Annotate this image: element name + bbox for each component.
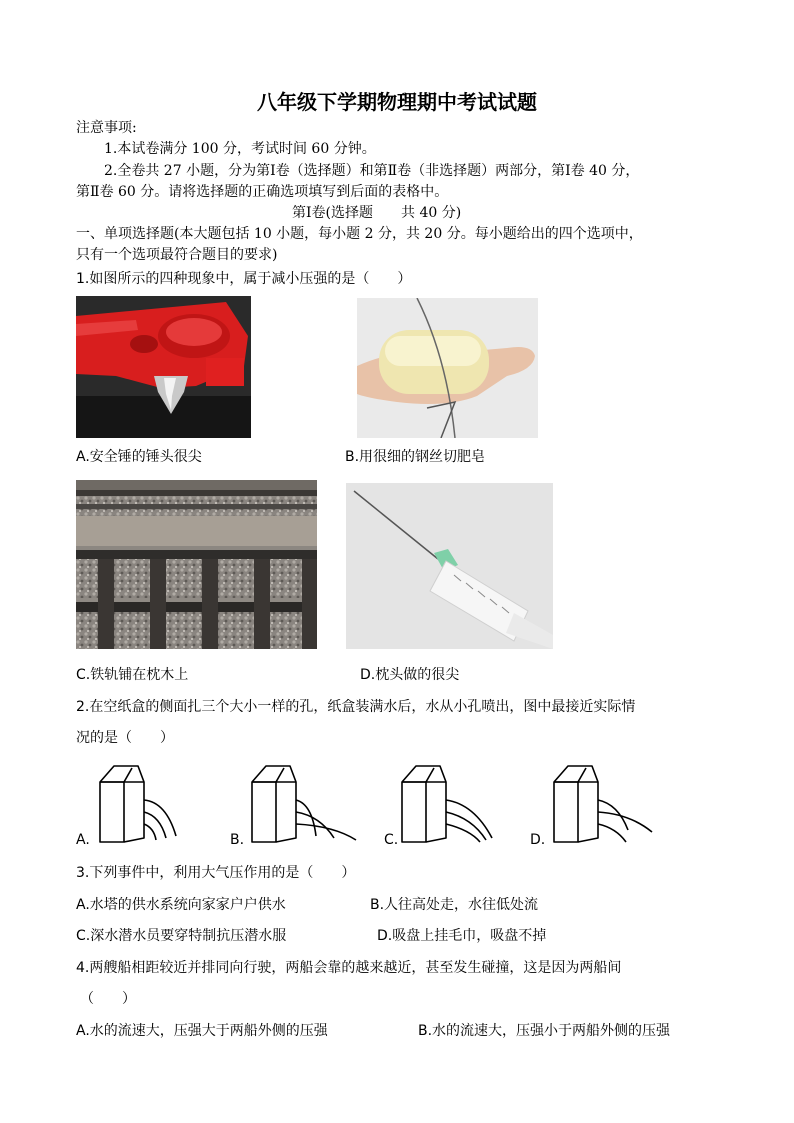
part1-heading: 第Ⅰ卷(选择题 共 40 分) [292, 205, 462, 221]
q2-option-c-label: C. [384, 832, 399, 848]
q2-stem-line2: 况的是（ ） [76, 730, 174, 746]
notice-item-1: 1.本试卷满分 100 分，考试时间 60 分钟。 [104, 141, 376, 157]
wire-cutting-soap-image [357, 298, 538, 438]
q2-stem-line1: 2.在空纸盒的侧面扎三个大小一样的孔，纸盒装满水后，水从小孔喷出，图中最接近实际情 [76, 699, 636, 715]
railway-tracks-image [76, 480, 317, 649]
q3-option-a: A.水塔的供水系统向家家户户供水 [76, 897, 286, 913]
q4-stem-line1: 4.两艘船相距较近并排同向行驶，两船会靠的越来越近，甚至发生碰撞，这是因为两船间 [76, 960, 622, 976]
q1-option-d: D.枕头做的很尖 [360, 667, 460, 683]
carton-diagram-a [94, 760, 206, 848]
q2-option-d-label: D. [530, 832, 546, 848]
page-title: 八年级下学期物理期中考试试题 [257, 90, 537, 114]
notice-heading: 注意事项: [76, 120, 137, 136]
carton-diagram-c [396, 760, 508, 848]
q1-option-b: B.用很细的钢丝切肥皂 [345, 449, 486, 465]
syringe-needle-image [346, 483, 553, 649]
q4-option-b: B.水的流速大，压强小于两船外侧的压强 [418, 1023, 671, 1039]
q1-option-a: A.安全锤的锤头很尖 [76, 449, 202, 465]
safety-hammer-image [76, 296, 251, 438]
q3-option-c: C.深水潜水员要穿特制抗压潜水服 [76, 928, 287, 944]
q3-stem: 3.下列事件中，利用大气压作用的是（ ） [76, 865, 356, 881]
carton-diagram-b [246, 760, 366, 848]
q3-option-b: B.人往高处走，水往低处流 [370, 897, 539, 913]
q2-option-b-label: B. [230, 832, 245, 848]
q2-option-a-label: A. [76, 832, 90, 848]
q1-option-c: C.铁轨铺在枕木上 [76, 667, 189, 683]
q3-option-d: D.吸盘上挂毛巾，吸盘不掉 [377, 928, 547, 944]
section1-instructions-line1: 一、单项选择题(本大题包括 10 小题，每小题 2 分，共 20 分。每小题给出的四个选项中， [76, 226, 643, 242]
section1-instructions-line2: 只有一个选项最符合题目的要求) [76, 247, 278, 263]
q4-option-a: A.水的流速大，压强大于两船外侧的压强 [76, 1023, 328, 1039]
carton-diagram-d [548, 760, 660, 848]
notice-item-2-line2: 第Ⅱ卷 60 分。请将选择题的正确选项填写到后面的表格中。 [76, 184, 449, 200]
q1-stem: 1.如图所示的四种现象中，属于减小压强的是（ ） [76, 271, 412, 287]
q4-stem-line2: （ ） [80, 991, 136, 1007]
notice-item-2-line1: 2.全卷共 27 小题，分为第Ⅰ卷（选择题）和第Ⅱ卷（非选择题）两部分，第Ⅰ卷 40 分， [104, 163, 640, 179]
